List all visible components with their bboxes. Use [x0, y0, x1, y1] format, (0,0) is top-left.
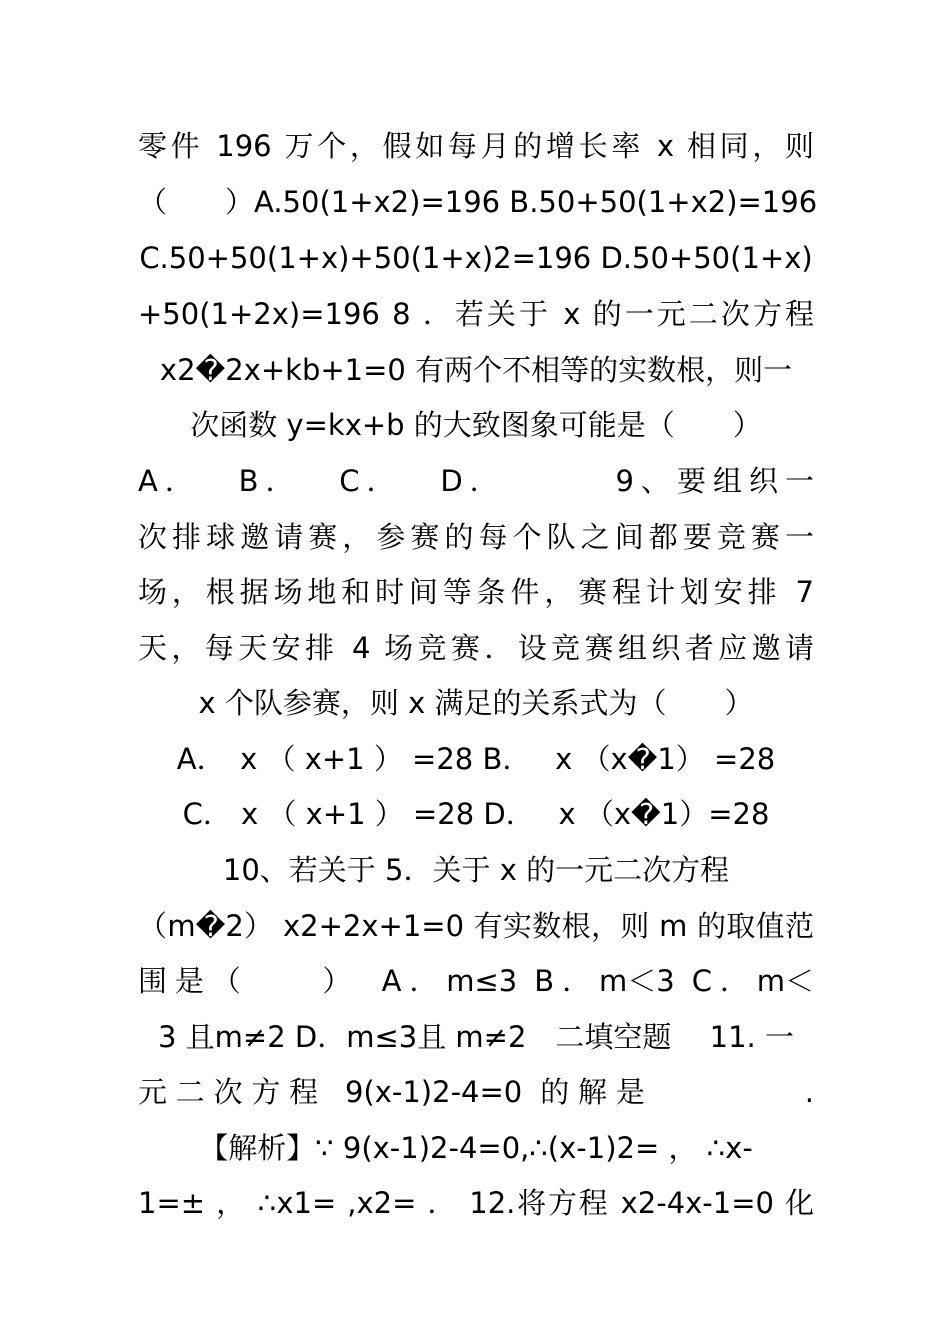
- text-line-2: （ ）A.50(1+x2)=196 B.50+50(1+x2)=196: [138, 185, 818, 219]
- text-line-11: x 个队参赛，则 x 满足的关系式为（ ）: [198, 686, 754, 720]
- text-line-16: 围是（ ） A．m≤3 B．m＜3 C．m＜: [138, 964, 814, 998]
- text-line-20: 1=± ， ∴x1= ,x2= ． 12.将方程 x2-4x-1=0 化: [138, 1186, 814, 1220]
- text-line-19: 【解析】∵ 9(x-1)2-4=0,∴(x-1)2= ， ∴x-: [199, 1131, 753, 1165]
- text-line-12: A． x （ x+1 ） =28 B． x （x�1） =28: [176, 742, 776, 776]
- text-line-17: 3 且m≠2 D．m≤3且 m≠2 二填空题 11. 一: [158, 1020, 794, 1054]
- text-line-6: 次函数 y=kx+b 的大致图象可能是（ ）: [190, 408, 762, 442]
- text-line-4: +50(1+2x)=196 8 ．若关于 x 的一元二次方程: [138, 297, 814, 331]
- text-line-9: 场，根据场地和时间等条件，赛程计划安排 7: [138, 575, 814, 609]
- text-line-7: A． B． C． D． 9、要组织一: [138, 464, 814, 498]
- text-line-3: C.50+50(1+x)+50(1+x)2=196 D.50+50(1+x): [139, 241, 813, 275]
- text-line-10: 天，每天安排 4 场竞赛．设竞赛组织者应邀请: [138, 631, 814, 665]
- text-line-13: C． x （ x+1 ） =28 D． x （x�1）=28: [182, 797, 770, 831]
- text-line-15: （m�2） x2+2x+1=0 有实数根，则 m 的取值范: [138, 909, 814, 943]
- text-line-1: 零件 196 万个，假如每月的增长率 x 相同，则: [138, 129, 814, 163]
- text-line-5: x2�2x+kb+1=0 有两个不相等的实数根，则一: [159, 353, 793, 387]
- text-line-8: 次排球邀请赛，参赛的每个队之间都要竞赛一: [138, 520, 814, 554]
- text-line-18: 元二次方程 9(x-1)2-4=0 的解是 .: [138, 1075, 814, 1109]
- text-line-14: 10、若关于 5．关于 x 的一元二次方程: [222, 853, 730, 887]
